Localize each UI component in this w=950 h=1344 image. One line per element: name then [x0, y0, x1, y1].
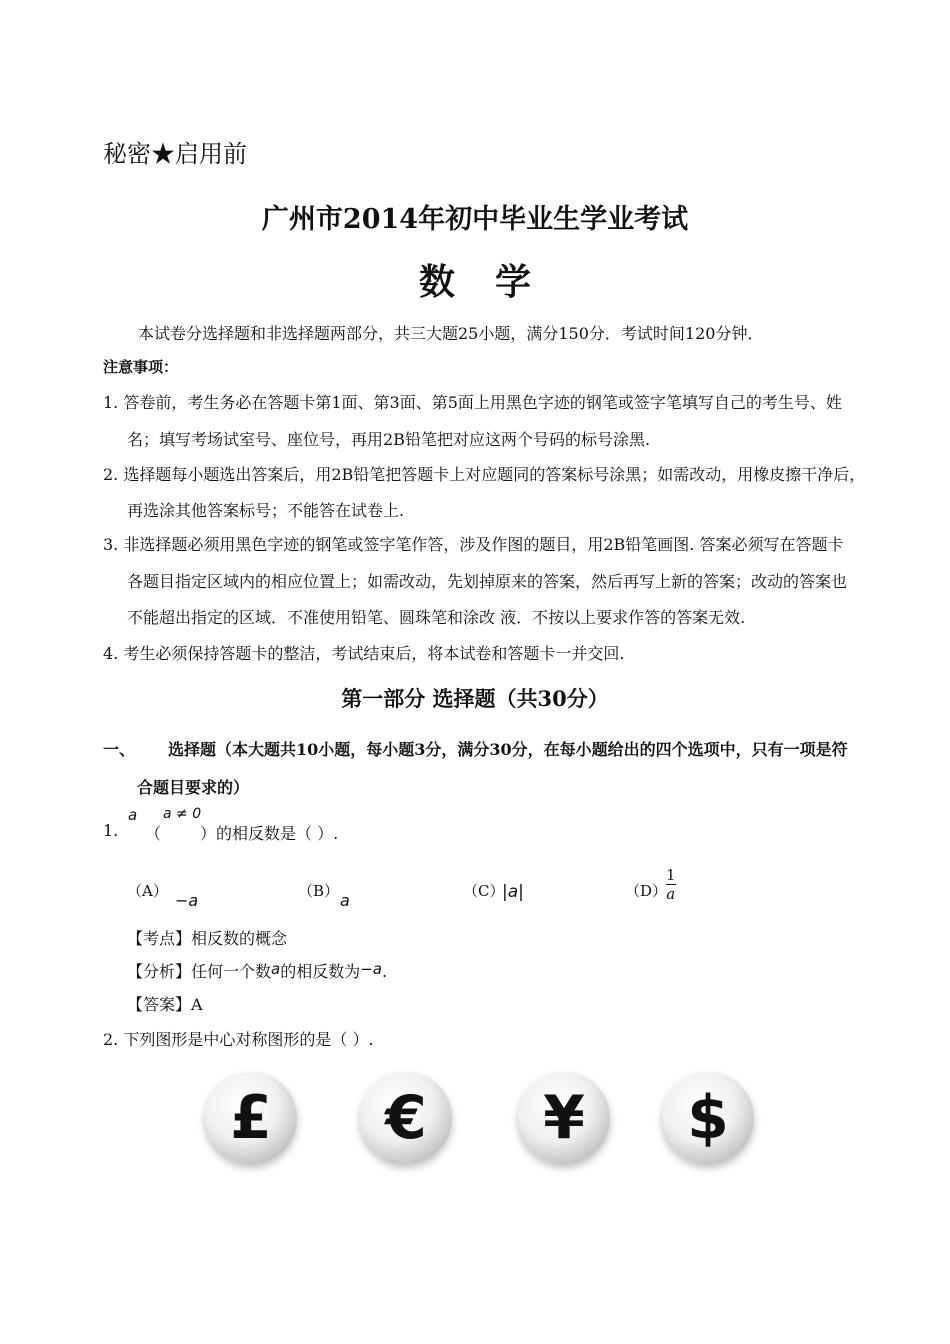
math-variable: a	[128, 806, 138, 824]
euro-symbol: €	[385, 1083, 427, 1153]
math-expression: −a	[360, 960, 382, 978]
exam-point: 【考点】相反数的概念	[127, 929, 288, 948]
yen-coin-icon	[518, 1072, 610, 1164]
question-2-text: 2. 下列图形是中心对称图形的是（ ）.	[103, 1030, 374, 1049]
option-value-b: a	[340, 891, 350, 910]
analysis	[127, 959, 387, 982]
analysis-prefix: 【分析】任何一个数	[127, 962, 272, 981]
notice-line: 各题目指定区域内的相应位置上；如需改动，先划掉原来的答案，然后再写上新的答案；改动的答案也	[127, 572, 848, 591]
option-value-c: |a|	[502, 882, 524, 902]
pound-symbol: £	[230, 1083, 272, 1153]
question-number: 1.	[103, 821, 119, 840]
option-label-a: （A）	[127, 882, 168, 900]
intro-text: 本试卷分选择题和非选择题两部分，共三大题25小题，满分150分．考试时间120分钟．	[138, 324, 764, 343]
analysis-end: .	[382, 962, 388, 981]
notice-line: 不能超出指定的区域．不准使用铅笔、圆珠笔和涂改 液．不按以上要求作答的答案无效.	[127, 608, 746, 627]
notice-line: 再选涂其他答案标号；不能答在试卷上.	[127, 501, 405, 520]
fraction-numerator: 1	[666, 866, 676, 884]
option-label-c: （C）	[463, 882, 505, 900]
notice-line: 1. 答卷前，考生务必在答题卡第1面、第3面、第5面上用黑色字迹的钢笔或签字笔填写自己的考生号、姓	[103, 393, 842, 412]
notice-line: 3. 非选择题必须用黑色字迹的钢笔或签字笔作答，涉及作图的题目，用2B铅笔画图. 答案必须写在答题卡	[103, 535, 844, 554]
option-label-d: （D）	[625, 882, 668, 900]
answer: 【答案】A	[127, 995, 203, 1014]
option-value-d	[666, 866, 676, 903]
dollar-coin-icon	[662, 1072, 754, 1164]
confidential-label: 秘密★启用前	[103, 140, 247, 168]
math-variable: a	[271, 960, 281, 978]
pound-coin-icon	[205, 1072, 297, 1164]
notice-line: 名；填写考场试室号、座位号，再用2B铅笔把对应这两个号码的标号涂黑.	[127, 430, 651, 449]
subject-title: 数学	[418, 261, 571, 303]
math-condition: a ≠ 0	[163, 806, 202, 822]
notice-line: 4. 考生必须保持答题卡的整洁，考试结束后，将本试卷和答题卡一并交回.	[103, 644, 625, 663]
section-instructions: 选择题（本大题共10小题，每小题3分，满分30分，在每小题给出的四个选项中，只有一项是符	[168, 740, 848, 759]
yen-symbol: ¥	[543, 1083, 585, 1153]
option-value-a: −a	[175, 891, 199, 910]
section-instructions-cont: 合题目要求的）	[137, 778, 250, 797]
exam-title: 广州市2014年初中毕业生学业考试	[261, 204, 689, 235]
section-number: 一、	[103, 740, 136, 759]
fraction-denominator: a	[666, 885, 676, 903]
fraction	[666, 866, 676, 903]
question-text: ）的相反数是（ ）.	[200, 824, 339, 843]
currency-coins	[200, 1072, 760, 1172]
notice-title: 注意事项：	[103, 358, 179, 376]
dollar-symbol: $	[687, 1083, 729, 1153]
paren-open: （	[145, 824, 162, 843]
option-label-b: （B）	[298, 882, 340, 900]
part-one-title: 第一部分 选择题（共30分）	[341, 686, 609, 711]
euro-coin-icon	[360, 1072, 452, 1164]
analysis-mid: 的相反数为	[280, 962, 361, 981]
notice-line: 2. 选择题每小题选出答案后，用2B铅笔把答题卡上对应题同的答案标号涂黑；如需改动，用橡皮擦干净后，	[103, 465, 866, 484]
